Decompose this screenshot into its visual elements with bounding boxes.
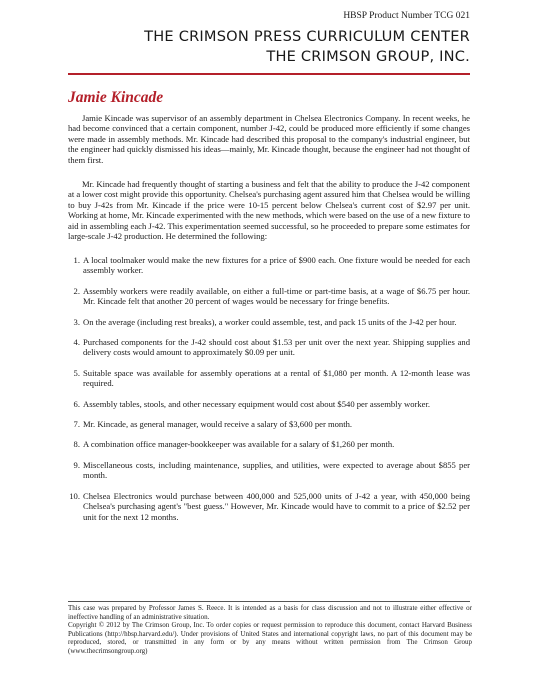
context-paragraph: [68, 179, 470, 241]
item-text: Purchased components for the J-42 should cost about $1.53 per unit over the next year. Shipping supplies and delivery costs would amount to approximately $0.09 per unit.: [83, 337, 470, 358]
item-number: 2.: [73, 285, 80, 296]
item-text: Miscellaneous costs, including maintenance, supplies, and utilities, were expected to average about $855 per month.: [83, 459, 470, 481]
item-number: 1.: [73, 255, 80, 265]
list-item: [68, 286, 470, 307]
paragraph-1: Jamie Kincade was supervisor of an assembly department in Chelsea Electronics Company. In recent weeks, he had become convinced that a certain component, number J-42, could be produced more efficiently if some changes were made in assembly methods. Mr. Kincade had described this proposal to the company's industrial engineer, but the engineer had quickly dismissed his ideas—mainly, Mr. Kincade thought, because the engineer had not thought of them first.: [68, 113, 470, 165]
item-text: Assembly workers were readily available, on either a full-time or part-time basis, at a wage of $6.75 per hour. Mr. Kincade felt that another 20 percent of wages would be necessary for fringe benefits.: [83, 285, 470, 307]
item-text: On the average (including rest breaks), a worker could assemble, test, and pack 15 units of the J-42 per hour.: [83, 316, 457, 327]
center-name: THE CRIMSON PRESS CURRICULUM CENTER: [144, 28, 470, 45]
paragraph-2: Mr. Kincade had frequently thought of starting a business and felt that the ability to produce the J-42 component at a lower cost might provide this opportunity. Chelsea's purchasing agent assured him that Chelsea would be willing to buy J-42s from Mr. Kincade if the price were 10-15 percent below Chelsea's current cost of $2.97 per unit. Working at home, Mr. Kincade experimented with the new methods, which were based on the use of a new fixture to aid in assembling each J-42. This experimentation seemed successful, so he proceeded to prepare some estimates for large-scale J-42 production. He determined the following:: [68, 179, 470, 242]
item-text: A local toolmaker would make the new fixtures for a price of $900 each. One fixture would be needed for each assembly worker.: [83, 255, 470, 276]
item-number: 10.: [69, 490, 80, 501]
item-number: 9.: [73, 459, 80, 470]
list-item: [68, 460, 470, 481]
footer: [68, 604, 472, 656]
item-number: 7.: [73, 419, 80, 430]
item-number: 6.: [73, 398, 80, 409]
estimates-list: [68, 255, 470, 532]
item-number: 3.: [73, 316, 80, 327]
item-text: Mr. Kincade, as general manager, would receive a salary of $3,600 per month.: [83, 419, 353, 430]
footer-divider: [68, 601, 470, 602]
item-text: A combination office manager-bookkeeper was available for a salary of $1,260 per month.: [83, 439, 395, 450]
header-divider: [68, 73, 470, 75]
item-text: Chelsea Electronics would purchase between 400,000 and 525,000 units of J-42 a year, with 450,000 being Chelsea's purchasing agent's "best guess." However, Mr. Kincade would have to commit to a price of $2.52 per unit for the next 12 months.: [83, 490, 470, 522]
item-number: 5.: [73, 367, 80, 378]
list-item: [68, 255, 470, 276]
list-item: [68, 419, 470, 429]
authorship-note: This case was prepared by Professor James S. Reece. It is intended as a basis for class discussion and not to illustrate either effective or ineffective handling of an administrative situation.: [68, 604, 472, 621]
copyright-notice: Copyright © 2012 by The Crimson Group, Inc. To order copies or request permission to reproduce this document, contact Harvard Business Publications (http://hbsp.harvard.edu/). Under provisions of United States and international copyright laws, no part of this document may be reproduced, stored, or transmitted in any form or by any means without written permission from The Crimson Group (www.thecrimsongroup.org): [68, 621, 472, 655]
item-text: Assembly tables, stools, and other necessary equipment would cost about $540 per assembly worker.: [83, 398, 431, 409]
list-item: [68, 368, 470, 389]
intro-paragraph: [68, 113, 470, 165]
list-item: [68, 439, 470, 449]
list-item: [68, 317, 470, 327]
list-item: [68, 491, 470, 522]
group-name: THE CRIMSON GROUP, INC.: [266, 48, 470, 65]
list-item: [68, 399, 470, 409]
case-title: Jamie Kincade: [68, 89, 164, 106]
item-number: 8.: [73, 439, 80, 450]
item-number: 4.: [73, 337, 80, 348]
product-number: HBSP Product Number TCG 021: [343, 11, 470, 21]
item-text: Suitable space was available for assembly operations at a rental of $1,080 per month. A 12-month lease was required.: [83, 367, 470, 389]
list-item: [68, 337, 470, 358]
